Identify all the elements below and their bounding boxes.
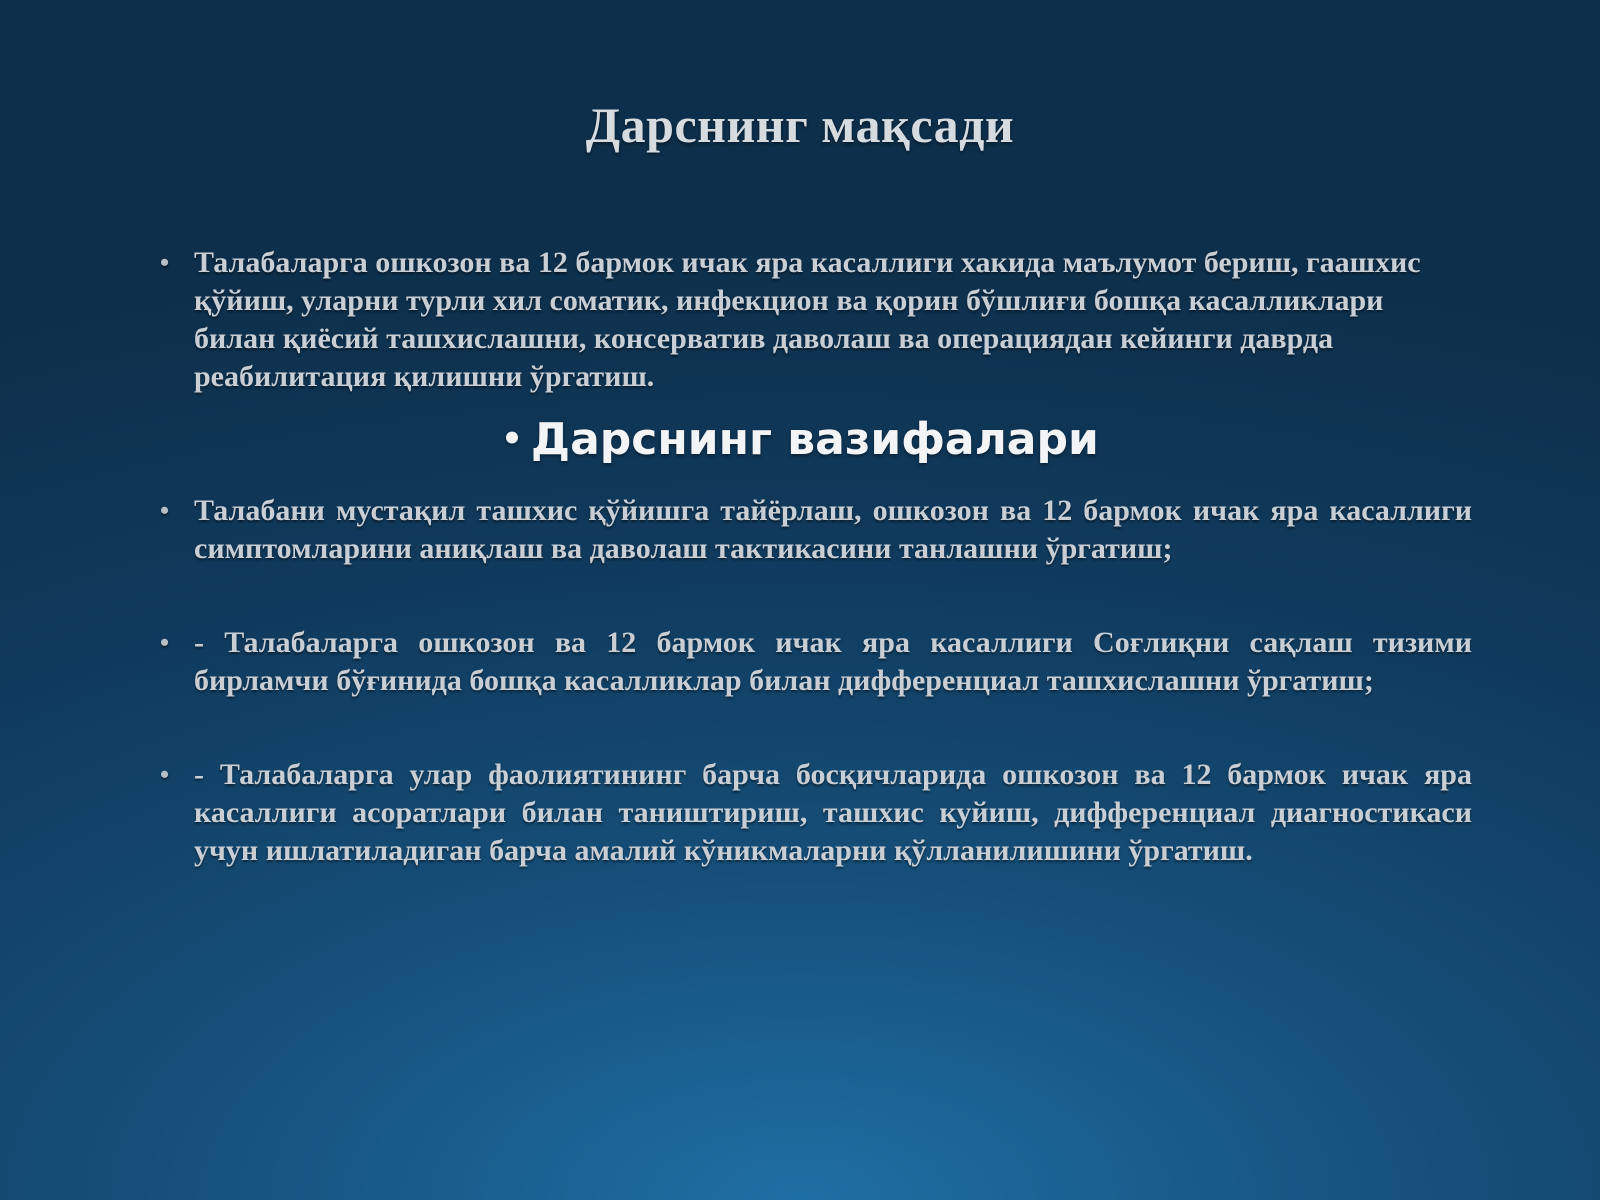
bullet-icon: • <box>160 496 170 525</box>
tasks-heading <box>0 414 1600 465</box>
bullet-icon: • <box>160 628 170 657</box>
task-item-1 <box>160 492 1472 568</box>
goal-text: Талабаларга ошкозон ва 12 бармок ичак яра касаллиги хакида маълумот бериш, гаашхис қўйиш, уларни турли хил соматик, инфекцион ва қорин бўшлиғи бошқа касалликлари билан қиёсий ташхислашни, консерватив даволаш ва операциядан кейинги даврда реабилитация қилишни ўргатиш. <box>194 246 1421 393</box>
bullet-icon: • <box>501 419 523 459</box>
task-text-2: - Талабаларга ошкозон ва 12 бармок ичак яра касаллиги Соғлиқни сақлаш тизими бирламчи бўғинида бошқа касалликлар билан дифференциал ташхислашни ўргатиш; <box>194 626 1472 697</box>
goal-bullet-item <box>160 244 1472 396</box>
bullet-icon: • <box>160 760 170 789</box>
tasks-heading-text: Дарснинг вазифалари <box>530 414 1099 465</box>
task-item-3 <box>160 756 1472 870</box>
task-text-1: Талабани мустақил ташхис қўйишга тайёрлаш, ошкозон ва 12 бармок ичак яра касаллиги симптомларини аниқлаш ва даволаш тактикасини танлашни ўргатиш; <box>194 494 1472 565</box>
task-item-2 <box>160 624 1472 700</box>
slide-title: Дарснинг мақсади <box>585 97 1015 153</box>
bullet-icon: • <box>160 248 170 277</box>
task-text-3: - Талабаларга улар фаолиятининг барча босқичларида ошкозон ва 12 бармок ичак яра касаллиги асоратлари билан таништириш, ташхис куйиш, дифференциал диагностикаси учун ишлатиладиган барча амалий кўникмаларни қўлланилишини ўргатиш. <box>194 758 1472 867</box>
